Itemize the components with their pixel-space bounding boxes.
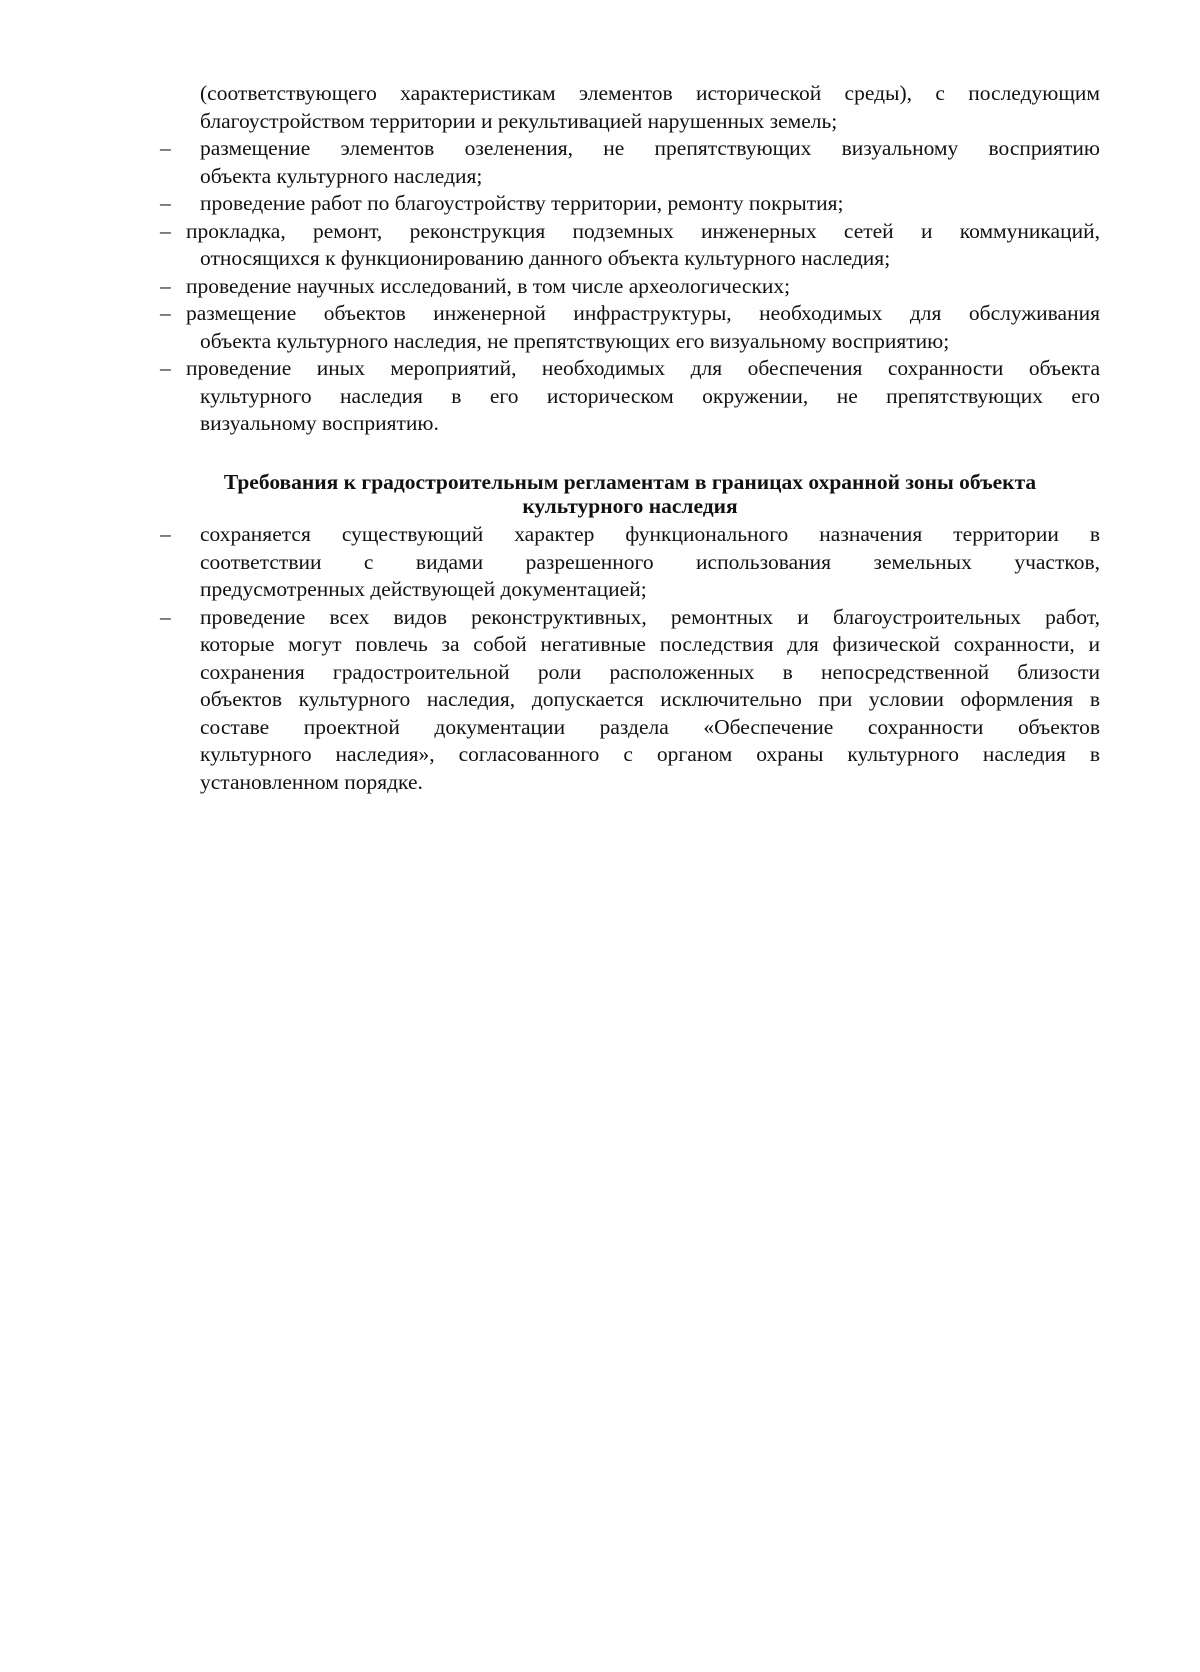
list-item — [160, 273, 1100, 301]
list-item — [160, 355, 1100, 438]
list-item-line: которые могут повлечь за собой негативные последствия для физической сохранности, и — [200, 632, 1100, 656]
list-dash: – — [160, 604, 171, 629]
top-list — [160, 80, 1100, 438]
list-item-line: прокладка, ремонт, реконструкция подземных инженерных сетей и коммуникаций, — [186, 218, 1100, 243]
list-item — [160, 521, 1100, 604]
list-item-line: проведение научных исследований, в том числе археологических; — [186, 273, 791, 298]
bottom-list — [160, 521, 1100, 796]
list-item-line: соответствии с видами разрешенного использования земельных участков, — [200, 549, 1100, 574]
list-item-line: сохраняется существующий характер функционального назначения территории в — [200, 522, 1100, 546]
list-dash: – — [160, 218, 171, 243]
list-item-line: проведение работ по благоустройству территории, ремонту покрытия; — [200, 191, 844, 215]
list-dash: – — [160, 356, 171, 380]
list-item-line: объекта культурного наследия, не препятствующих его визуальному восприятию; — [200, 328, 950, 353]
list-item-line: проведение иных мероприятий, необходимых для обеспечения сохранности объекта — [186, 356, 1100, 380]
section-heading — [170, 470, 1090, 518]
list-item-line: проведение всех видов реконструктивных, ремонтных и благоустроительных работ, — [200, 604, 1100, 629]
list-item-line: предусмотренных действующей документацией; — [200, 577, 647, 601]
list-item-line: относящихся к функционированию данного объекта культурного наследия; — [200, 246, 891, 270]
list-item-line: объекта культурного наследия; — [200, 163, 483, 188]
list-item — [160, 300, 1100, 355]
list-item — [160, 135, 1100, 190]
list-item — [160, 218, 1100, 273]
list-item-line: установленном порядке. — [200, 769, 423, 794]
list-item-line: размещение объектов инженерной инфраструктуры, необходимых для обслуживания — [186, 301, 1100, 325]
list-item — [160, 604, 1100, 797]
section-heading-line: культурного наследия — [522, 494, 738, 518]
list-item-line: сохранения градостроительной роли расположенных в непосредственной близости — [200, 659, 1100, 684]
list-dash: – — [160, 191, 171, 215]
list-dash: – — [160, 136, 171, 160]
list-item-line: культурного наследия», согласованного с органом охраны культурного наследия в — [200, 742, 1100, 766]
list-dash: – — [160, 522, 171, 546]
continuation-line: благоустройством территории и рекультивацией нарушенных земель; — [200, 108, 838, 133]
list-item — [160, 190, 1100, 218]
continuation-line: (соответствующего характеристикам элементов исторической среды), с последующим — [200, 81, 1100, 105]
section-heading-line: Требования к градостроительным регламентам в границах охранной зоны объекта — [223, 470, 1037, 494]
list-item-line: размещение элементов озеленения, не препятствующих визуальному восприятию — [200, 136, 1100, 160]
list-dash: – — [160, 273, 171, 298]
list-dash: – — [160, 301, 171, 325]
list-item-line: культурного наследия в его историческом окружении, не препятствующих его — [200, 383, 1100, 408]
list-item-line: составе проектной документации раздела «Обеспечение сохранности объектов — [200, 714, 1100, 739]
list-item-line: объектов культурного наследия, допускается исключительно при условии оформления в — [200, 687, 1100, 711]
list-item-line: визуальному восприятию. — [200, 411, 439, 435]
